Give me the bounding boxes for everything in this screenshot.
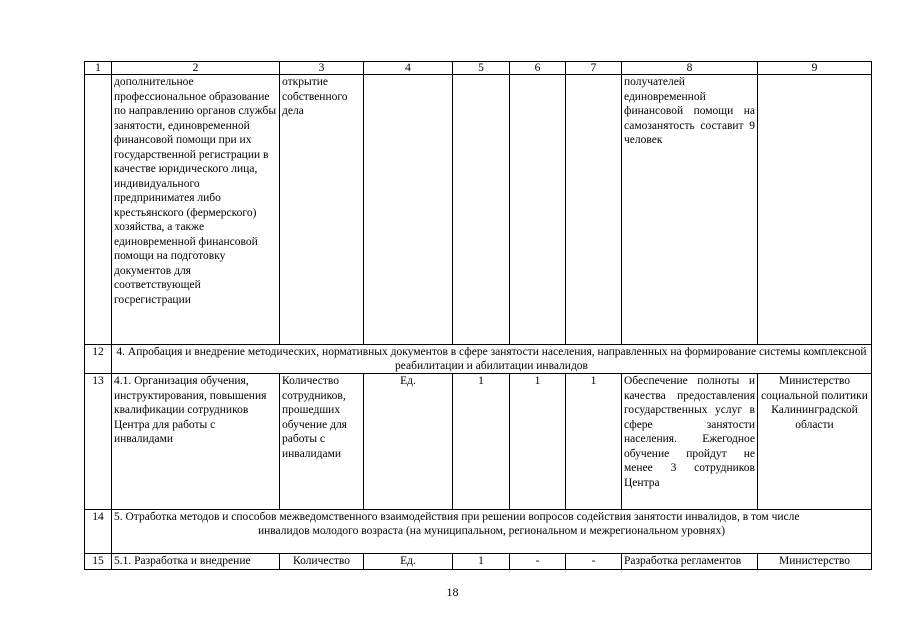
col-header-4: 4 xyxy=(364,62,453,75)
indicator-name: Количество xyxy=(280,554,364,570)
table-row-15 xyxy=(85,554,872,570)
value-cell-5: 1 xyxy=(453,554,510,570)
row-number: 15 xyxy=(85,554,112,570)
row-number: 14 xyxy=(85,510,112,554)
expected-result: Разработка регламентов xyxy=(622,554,758,570)
column-number-row xyxy=(85,62,872,75)
col-header-3: 3 xyxy=(280,62,364,75)
table-row-continuation xyxy=(85,75,872,345)
section-heading-line-2: инвалидов молодого возраста (на муниципальном, региональном и межрегиональном уровнях) xyxy=(257,525,726,537)
table-row-13 xyxy=(85,374,872,510)
value-cell-5: 1 xyxy=(453,374,510,510)
unit-cell: Ед. xyxy=(364,554,453,570)
row-number: 13 xyxy=(85,374,112,510)
value-cell-6 xyxy=(510,75,566,345)
indicator-name: Количество сотрудников, прошедших обучение для работы с инвалидами xyxy=(280,374,364,510)
event-description: 5.1. Разработка и внедрение xyxy=(112,554,280,570)
expected-result: Обеспечение полноты и качества предоставления государственных услуг в сфере занятости населения. Ежегодное обучение пройдут не менее 3 сотрудников Центра xyxy=(622,374,758,510)
col-header-8: 8 xyxy=(622,62,758,75)
value-cell-7 xyxy=(566,75,622,345)
indicator-name: открытие собственного дела xyxy=(280,75,364,345)
row-number xyxy=(85,75,112,345)
value-cell-6: 1 xyxy=(510,374,566,510)
event-description: 4.1. Организация обучения, инструктирования, повышения квалификации сотрудников Центра для работы с инвалидами xyxy=(112,374,280,510)
value-cell-7: 1 xyxy=(566,374,622,510)
col-header-2: 2 xyxy=(112,62,280,75)
responsible-cell xyxy=(758,75,872,345)
col-header-1: 1 xyxy=(85,62,112,75)
event-description: дополнительное профессиональное образование по направлению органов службы занятости, единовременной финансовой помощи при их государственной регистрации в качестве юридического лица, индивидуального предприниматея либо крестьянского (фермерского) хозяйства, а также единовременной финансовой помощи на подготовку документов для соответствующей госрегистрации xyxy=(112,75,280,345)
unit-cell xyxy=(364,75,453,345)
row-number: 12 xyxy=(85,345,112,374)
responsible-cell: Министерство xyxy=(758,554,872,570)
value-cell-6: - xyxy=(510,554,566,570)
program-table xyxy=(84,61,872,570)
section-heading-line-1: 5. Отработка методов и способов межведомственного взаимодействия при решении вопросов содействия занятости инвалидов, в том числе xyxy=(114,511,800,523)
col-header-9: 9 xyxy=(758,62,872,75)
col-header-5: 5 xyxy=(453,62,510,75)
expected-result: получателей единовременной финансовой помощи на самозанятость составит 9 человек xyxy=(622,75,758,345)
unit-cell: Ед. xyxy=(364,374,453,510)
table-row-section-4 xyxy=(85,345,872,374)
value-cell-5 xyxy=(453,75,510,345)
section-heading xyxy=(112,510,872,554)
section-heading: 4. Апробация и внедрение методических, нормативных документов в сфере занятости населения, направленных на формирование системы комплексной реабилитации и абилитации инвалидов xyxy=(112,345,872,374)
col-header-6: 6 xyxy=(510,62,566,75)
col-header-7: 7 xyxy=(566,62,622,75)
page-number: 18 xyxy=(446,585,459,599)
responsible-cell: Министерство социальной политики Калининградской области xyxy=(758,374,872,510)
table-row-section-5 xyxy=(85,510,872,554)
value-cell-7: - xyxy=(566,554,622,570)
